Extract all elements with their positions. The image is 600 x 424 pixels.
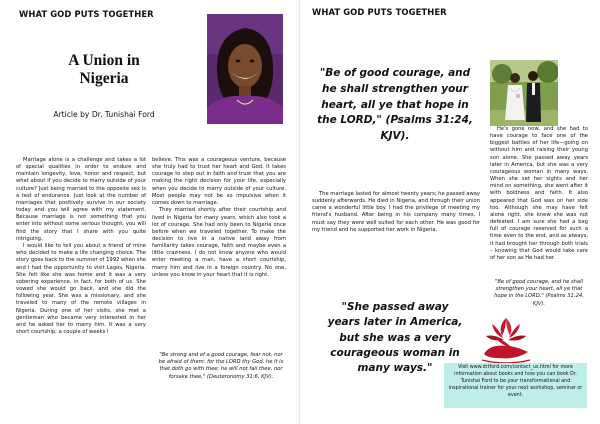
article-title: [20, 52, 188, 88]
title-line-2: Nigeria: [79, 70, 129, 87]
paragraph: Marriage alone is a challenge and takes a lot of special qualities in order to endure and maintain longevity, love, honor and respect, but what about if you decide to marry outside of your culture? Just being married to the opposite sex is a test of endurance. Just look at the number of marriages that positively survive in our society today and you will agree with my statement. Because marriage is not something that you enter into without some serious thought, you will find the story that I share with you quite intriguing.: [16, 157, 146, 242]
left-column-1: [16, 157, 146, 337]
left-header: WHAT GOD PUTS TOGETHER: [19, 9, 154, 19]
psalms-quote: "Be of good courage, and he shall strengthen your heart, all ye that hope in the LORD," (Psalms 31:24, KJV).: [494, 279, 584, 307]
author-photo: [207, 14, 283, 124]
right-middle-column: [312, 191, 480, 234]
paragraph: I would like to tell you about a friend of mine who decided to make a life changing choice. The story goes back to the summer of 1992 when she and I had the opportunity to visit Lagos, Nigeria. She felt like she was home and it was a very sobering experience, in fact, for both of us. She vowed she would go back, and she did the following year. She was a missionary, and she traveled to many of the remote villages in Nigeria. During one of her visits, she met a gentleman who became very interested in her and he asked her to marry him. It was a very short courtship; a couple of weeks I: [16, 243, 146, 336]
title-line-1: A Union in: [68, 52, 140, 69]
logo-icon: [476, 314, 536, 366]
pull-quote-psalms: "Be of good courage, and he shall strengthen your heart, all ye that hope in the LORD," (Psalms 31:24, KJV).: [317, 67, 473, 143]
left-column-2: [152, 157, 286, 279]
right-column: [490, 126, 588, 262]
paragraph: The marriage lasted for almost twenty years; he passed away suddenly afterwards. He died in Nigeria, and through their union came a wonderful little boy. I had the privilege of meeting my friend's husband. After being in his company many times, I must say they were well suited for each other. He was good for my friend and he supported her work in Nigeria.: [312, 191, 480, 233]
pull-quote-courage: "She passed away years later in America, but she was a very courageous woman in many ways.": [327, 301, 463, 375]
right-header: WHAT GOD PUTS TOGETHER: [312, 7, 447, 17]
paragraph: believe. This was a courageous venture, because she truly had to trust her heart and God. It takes courage to step out in faith and trust that you are making the right decision for your life, especially when you decide to marry outside of your culture. Most people may not be so impulsive when it comes down to marriage.: [152, 157, 286, 206]
paragraph: They married shortly after their courtship and lived in Nigeria for many years, which also took a lot of courage. She had only been to Nigeria once before when we traveled together. To make the decision to live in a native land away from familiarity takes courage, faith and maybe even a little craziness. I do not know anyone who would enter meeting a man, have a short courtship, marry him and live in a foreign country. No one, unless you know in your heart that it is right.: [152, 207, 286, 278]
byline: Article by Dr. Tunishai Ford: [53, 110, 155, 119]
author-portrait-image: [207, 14, 283, 124]
swan-lily-logo: [476, 314, 536, 366]
deuteronomy-quote: "Be strong and of a good courage, fear not, nor be afraid of them: for the LORD thy God, he it is that doth go with thee; he will not fail thee, nor forsake thee," (Deuteronomy 31:6, KJV).: [158, 352, 284, 380]
wedding-couple-image: [490, 60, 558, 126]
wedding-photo: [490, 60, 558, 126]
paragraph: He's gone now, and she had to have courage to face one of the biggest battles of her life—going on without him and raising their young son alone. She passed away years later in America, but she was a very courageous woman in many ways. When she set her sights and her mind on something, she went after it with boldness and faith. It also appeared that God was on her side too. Although she may have felt alone right, she knew she was not defeated. I am sure she had a bag full of courage reserved for such a time even to the end, and as always, it had brought her through both trials – knowing that God would take care of her son as He had her.: [490, 126, 588, 261]
promo-box: Visit www.drtford.com/contact_us.html for more information about books and how you can book Dr. Tunishai Ford to be your transformational and inspirational trainer for your next workshop, seminar or event.: [444, 363, 587, 408]
right-page: [300, 0, 600, 424]
